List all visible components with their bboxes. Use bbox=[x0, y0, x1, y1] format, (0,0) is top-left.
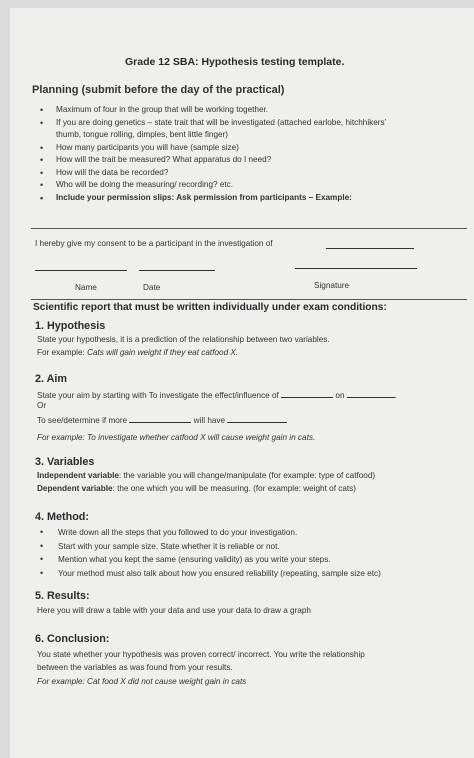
aim-heading: 2. Aim bbox=[35, 373, 68, 385]
aim-blank-4 bbox=[227, 414, 287, 423]
list-item: • Start with your sample size. State whether it is reliable or not. bbox=[40, 540, 460, 554]
aim-text: State your aim by starting with To investigate the effect/influence of on . bbox=[37, 391, 398, 400]
list-item: • If you are doing genetics – state trait that will be investigated (attached earlobe, hitchhikers’ bbox=[40, 117, 440, 130]
results-heading: 5. Results: bbox=[35, 590, 90, 602]
date-label: Date bbox=[143, 283, 161, 292]
list-item: • Include your permission slips: Ask permission from participants – Example: bbox=[40, 192, 440, 205]
list-item-continuation: thumb, tongue rolling, dimples, bent little finger) bbox=[56, 130, 229, 139]
hypothesis-heading: 1. Hypothesis bbox=[35, 320, 106, 332]
report-heading: Scientific report that must be written individually under exam conditions: bbox=[33, 302, 387, 313]
method-list bbox=[40, 526, 460, 580]
consent-form bbox=[31, 228, 467, 300]
name-line bbox=[35, 270, 127, 271]
name-label: Name bbox=[75, 283, 97, 292]
list-item: • Your method must also talk about how you ensured reliability (repeating, sample size etc) bbox=[40, 567, 460, 581]
signature-line bbox=[295, 268, 417, 269]
aim-or: Or bbox=[37, 401, 47, 410]
list-item: • Mention what you kept the same (ensuring validity) as you write your steps. bbox=[40, 553, 460, 567]
aim-blank-2 bbox=[347, 389, 395, 398]
variables-heading: 3. Variables bbox=[35, 456, 95, 468]
aim-blank-3 bbox=[129, 414, 191, 423]
date-line bbox=[139, 270, 215, 271]
investigation-blank bbox=[326, 248, 414, 249]
aim-blank-1 bbox=[281, 389, 333, 398]
planning-list bbox=[40, 104, 440, 204]
list-item: • Maximum of four in the group that will be working together. bbox=[40, 104, 440, 117]
aim-see-line: To see/determine if more will have bbox=[37, 414, 287, 425]
conclusion-text-1: You state whether your hypothesis was proven correct/ incorrect. You write the relationship bbox=[37, 650, 365, 659]
method-heading: 4. Method: bbox=[35, 511, 89, 523]
signature-label: Signature bbox=[314, 281, 350, 290]
hypothesis-example: For example: Cats will gain weight if they eat catfood X. bbox=[37, 348, 239, 357]
list-item: • How many participants you will have (sample size) bbox=[40, 142, 440, 155]
document-title: Grade 12 SBA: Hypothesis testing template. bbox=[125, 56, 345, 68]
results-text: Here you will draw a table with your data and use your data to draw a graph bbox=[37, 606, 311, 615]
list-item: • Who will be doing the measuring/ recording? etc. bbox=[40, 179, 440, 192]
conclusion-heading: 6. Conclusion: bbox=[35, 633, 110, 645]
list-item: • Write down all the steps that you followed to do your investigation. bbox=[40, 526, 460, 540]
consent-statement: I hereby give my consent to be a participant in the investigation of bbox=[35, 239, 273, 248]
planning-heading: Planning (submit before the day of the practical) bbox=[32, 84, 285, 96]
conclusion-text-2: between the variables as was found from your results. bbox=[37, 663, 233, 672]
conclusion-example: For example: Cat food X did not cause weight gain in cats bbox=[37, 677, 247, 686]
independent-variable: Independent variable: the variable you will change/manipulate (for example: type of catfood) bbox=[37, 471, 376, 480]
hypothesis-text: State your hypothesis, it is a prediction of the relationship between two variables. bbox=[37, 335, 330, 344]
list-item: • How will the data be recorded? bbox=[40, 167, 440, 180]
list-item: • How will the trait be measured? What apparatus do I need? bbox=[40, 154, 440, 167]
dependent-variable: Dependent variable: the one which you will be measuring. (for example: weight of cats) bbox=[37, 484, 356, 493]
aim-example: For example: To investigate whether catfood X will cause weight gain in cats. bbox=[37, 433, 316, 442]
